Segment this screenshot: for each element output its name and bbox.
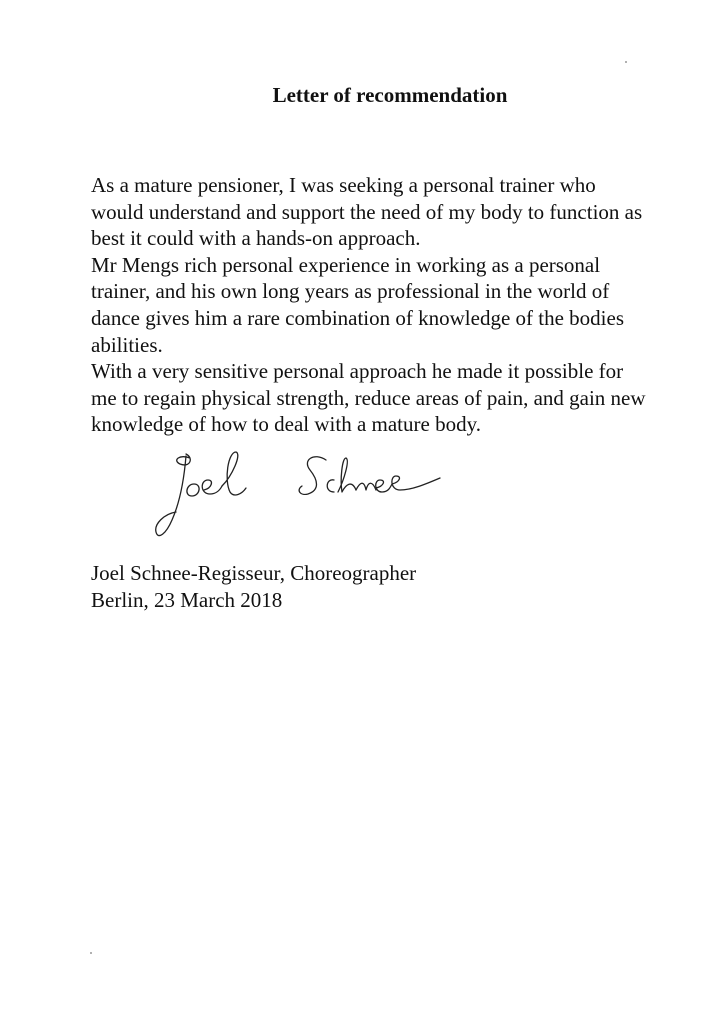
body-line: best it could with a hands-on approach.: [91, 226, 421, 251]
body-line: trainer, and his own long years as professional in the world of: [91, 279, 610, 304]
body-line: With a very sensitive personal approach he made it possible for: [91, 359, 624, 384]
signature-block: [91, 560, 416, 614]
body-line: would understand and support the need of my body to function as: [91, 199, 643, 224]
body-line: me to regain physical strength, reduce areas of pain, and gain new: [91, 385, 646, 410]
body-line: Mr Mengs rich personal experience in working as a personal: [91, 252, 601, 277]
body-line: abilities.: [91, 332, 163, 357]
letter-body: [91, 172, 691, 438]
place-date: Berlin, 23 March 2018: [91, 588, 283, 612]
letter-title: Letter of recommendation: [272, 83, 508, 107]
scan-speck: [90, 952, 92, 954]
body-line: knowledge of how to deal with a mature body.: [91, 412, 481, 437]
signer-name: Joel Schnee-Regisseur, Choreographer: [91, 561, 417, 585]
handwritten-signature: [150, 440, 480, 550]
body-line: dance gives him a rare combination of knowledge of the bodies: [91, 305, 624, 330]
scan-speck: [625, 61, 627, 63]
body-line: As a mature pensioner, I was seeking a personal trainer who: [91, 173, 596, 197]
